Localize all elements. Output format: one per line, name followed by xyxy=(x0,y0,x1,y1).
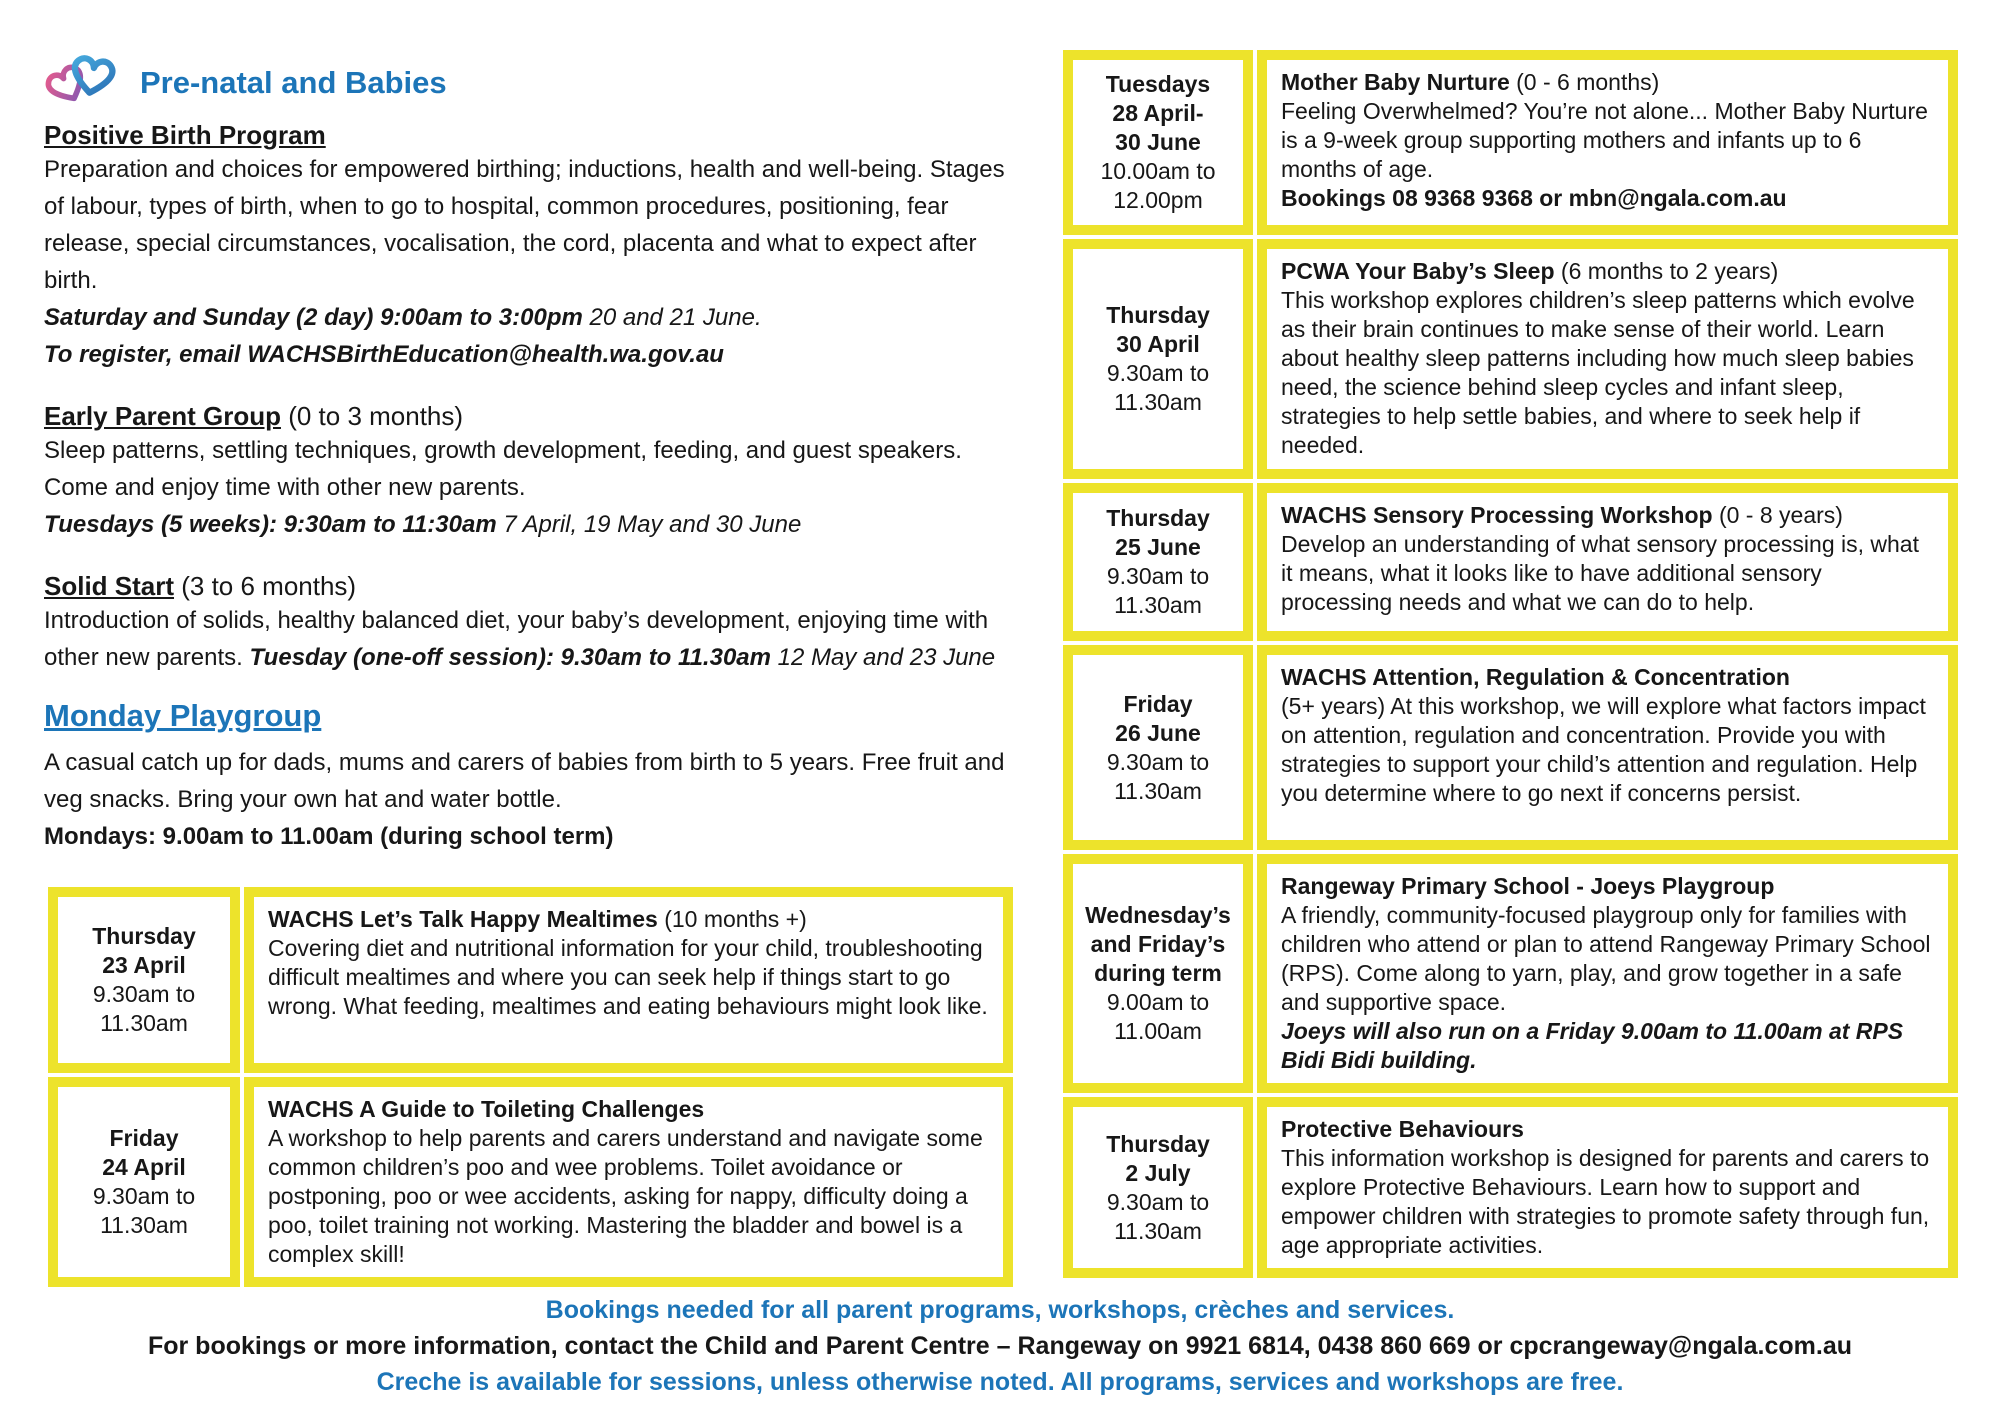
date-cell xyxy=(1063,50,1253,235)
table-row xyxy=(1063,854,1958,1093)
program-description: Feeling Overwhelmed? You’re not alone... Mother Baby Nurture is a 9-week group supporting mothers and infants up to 6 months of age. xyxy=(1281,98,1928,182)
footer-creche-line: Creche is available for sessions, unless otherwise noted. All programs, services and workshops are free. xyxy=(376,1368,1624,1396)
interlocking-hearts-icon xyxy=(42,48,128,118)
program-description: This workshop explores children’s sleep patterns which evolve as their brain continues to make sense of their world. Learn about healthy sleep patterns including how much sleep babies need, the science behind sleep cycles and infant sleep, strategies to help settle babies, and where to seek help if needed. xyxy=(1281,287,1915,458)
time-text: 10.00am to 12.00pm xyxy=(1100,158,1216,213)
program-title-line: Protective Behaviours xyxy=(1281,1116,1524,1142)
section-heading: Solid Start (3 to 6 months) xyxy=(44,571,357,601)
time-text: 9.30am to 11.30am xyxy=(1106,360,1210,415)
date-text: Thursday 25 June xyxy=(1106,505,1210,560)
description-cell xyxy=(1257,645,1958,850)
date-cell xyxy=(1063,239,1253,479)
program-title-line: WACHS Let’s Talk Happy Mealtimes (10 months +) xyxy=(268,906,807,932)
register-line: To register, email WACHSBirthEducation@health.wa.gov.au xyxy=(44,341,724,368)
footer-bookings-line: Bookings needed for all parent programs, workshops, crèches and services. xyxy=(545,1296,1455,1324)
date-cell xyxy=(48,1077,240,1287)
description-cell xyxy=(244,887,1013,1073)
section-early-parent-group xyxy=(44,401,1012,543)
time-text: 9.30am to 11.30am xyxy=(1106,1188,1210,1244)
date-cell xyxy=(1063,483,1253,641)
description-cell xyxy=(1257,854,1958,1093)
date-text: Tuesdays 28 April- 30 June xyxy=(1105,71,1211,155)
table-row xyxy=(1063,1097,1958,1278)
program-description: Develop an understanding of what sensory processing is, what it means, what it looks like to have additional sensory processing needs and what we can do to help. xyxy=(1281,531,1919,615)
schedule-line: Mondays: 9.00am to 11.00am (during school term) xyxy=(44,823,614,850)
program-description: This information workshop is designed for parents and carers to explore Protective Behaviours. Learn how to support and empower children with strategies to promote safety through fun, age appropriate activities. xyxy=(1281,1145,1930,1258)
date-text: Thursday 23 April xyxy=(92,923,196,978)
time-text: 9.00am to 11.00am xyxy=(1106,989,1210,1044)
date-text: Friday 24 April xyxy=(102,1125,186,1180)
table-row xyxy=(48,1077,1013,1287)
left-column xyxy=(44,48,1012,855)
program-description: Covering diet and nutritional information for your child, troubleshooting difficult mealtimes and where you can seek help if things start to go wrong. What feeding, mealtimes and eating behaviours might look like. xyxy=(268,935,988,1019)
program-description: A friendly, community-focused playgroup only for families with children who attend or plan to attend Rangeway Primary School (RPS). Come along to yarn, play, and grow together in a safe and supportive space. xyxy=(1281,902,1931,1015)
section-positive-birth-program xyxy=(44,120,1012,373)
description-cell xyxy=(1257,50,1958,235)
date-cell xyxy=(1063,645,1253,850)
program-description: A workshop to help parents and carers understand and navigate some common children’s poo and wee problems. Toilet avoidance or postponing, poo or wee accidents, asking for nappy, difficulty doing a poo, toilet training not working. Mastering the bladder and bowel is a complex skill! xyxy=(268,1125,983,1267)
time-text: 9.30am to 11.30am xyxy=(1106,563,1210,618)
schedule-line: Tuesdays (5 weeks): 9:30am to 11:30am 7 April, 19 May and 30 June xyxy=(44,511,802,538)
description-cell xyxy=(244,1077,1013,1287)
date-text: Wednesday’s and Friday’s during term xyxy=(1085,902,1231,986)
date-text: Thursday 2 July xyxy=(1106,1130,1210,1186)
date-text: Friday 26 June xyxy=(1115,690,1201,746)
program-title-line: WACHS Attention, Regulation & Concentration xyxy=(1281,664,1790,690)
description-cell xyxy=(1257,483,1958,641)
section-heading: Monday Playgroup xyxy=(44,698,322,733)
footer-contact-line: For bookings or more information, contact the Child and Parent Centre – Rangeway on 9921 6814, 0438 860 669 or cpcrangeway@ngala.com.au xyxy=(147,1332,1853,1360)
section-body: Preparation and choices for empowered birthing; inductions, health and well-being. Stages of labour, types of birth, when to go to hospital, common procedures, positioning, fear release, special circumstances, vocalisation, the cord, placenta and what to expect after birth. xyxy=(44,156,1005,294)
left-program-table xyxy=(48,887,1013,1291)
table-row xyxy=(1063,483,1958,641)
program-title-line: Rangeway Primary School - Joeys Playgroup xyxy=(1281,873,1775,899)
section-body: Introduction of solids, healthy balanced diet, your baby’s development, enjoying time with other new parents. Tuesday (one-off session): 9.30am to 11.30am 12 May and 23 June xyxy=(44,607,996,671)
section-body: A casual catch up for dads, mums and carers of babies from birth to 5 years. Free fruit and veg snacks. Bring your own hat and water bottle. xyxy=(44,749,1005,813)
date-cell xyxy=(1063,854,1253,1093)
section-monday-playgroup xyxy=(44,698,1012,855)
section-heading: Positive Birth Program xyxy=(44,120,326,150)
joeys-friday-note: Joeys will also run on a Friday 9.00am to 11.00am at RPS Bidi Bidi building. xyxy=(1281,1018,1904,1073)
schedule-line: Saturday and Sunday (2 day) 9:00am to 3:00pm 20 and 21 June. xyxy=(44,304,762,331)
description-cell xyxy=(1257,239,1958,479)
date-text: Thursday 30 April xyxy=(1106,302,1210,357)
section-heading: Early Parent Group (0 to 3 months) xyxy=(44,401,464,431)
date-cell xyxy=(48,887,240,1073)
section-solid-start xyxy=(44,571,1012,676)
program-title-line: PCWA Your Baby’s Sleep (6 months to 2 years) xyxy=(1281,258,1779,284)
table-row xyxy=(1063,645,1958,850)
description-cell xyxy=(1257,1097,1958,1278)
date-cell xyxy=(1063,1097,1253,1278)
header xyxy=(44,48,1012,118)
table-row xyxy=(48,887,1013,1073)
time-text: 9.30am to 11.30am xyxy=(1106,748,1210,804)
section-body: Sleep patterns, settling techniques, growth development, feeding, and guest speakers. Come and enjoy time with other new parents. xyxy=(44,437,962,501)
footer xyxy=(0,1292,2000,1400)
program-title-line: Mother Baby Nurture (0 - 6 months) xyxy=(1281,69,1660,95)
page-title: Pre-natal and Babies xyxy=(140,65,447,100)
table-row xyxy=(1063,239,1958,479)
right-program-table xyxy=(1063,50,1958,1282)
time-text: 9.30am to 11.30am xyxy=(92,981,196,1036)
table-row xyxy=(1063,50,1958,235)
program-description: (5+ years) At this workshop, we will explore what factors impact on attention, regulation and concentration. Provide you with strategies to support your child’s attention and regulation. Help you determine where to go next if concerns persist. xyxy=(1281,693,1926,806)
bookings-line: Bookings 08 9368 9368 or mbn@ngala.com.au xyxy=(1281,185,1787,211)
program-title-line: WACHS A Guide to Toileting Challenges xyxy=(268,1096,705,1122)
time-text: 9.30am to 11.30am xyxy=(92,1183,196,1238)
program-title-line: WACHS Sensory Processing Workshop (0 - 8 years) xyxy=(1281,502,1843,528)
